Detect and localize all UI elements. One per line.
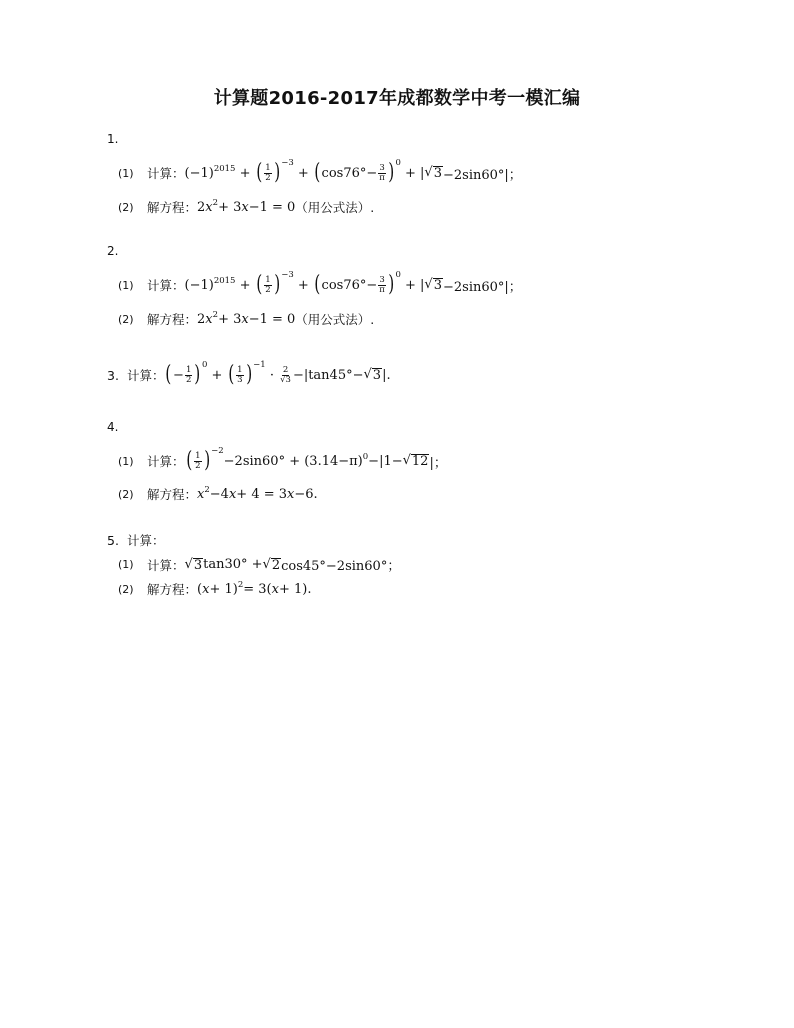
part-index: (2) — [118, 582, 134, 596]
part-label: 计算： — [147, 557, 185, 573]
part-index: (1) — [118, 454, 134, 468]
part-index: (1) — [118, 278, 134, 292]
math-expression: ( $\frac{1}{2}$ ) $^{-2}$ −2sin60° + (3.14−π) $^0$ −|1− √ 12 |； — [185, 446, 447, 473]
question-4-number: 4. — [107, 420, 119, 434]
square-root: √ 3 — [363, 367, 382, 383]
question-1-part-1 — [118, 158, 522, 185]
math-expression: 2 x $^2$ + 3 x −1 = 0 （用公式法）. — [197, 198, 375, 215]
part-label: 计算： — [147, 454, 185, 469]
question-3 — [107, 360, 391, 387]
part-index: (1) — [118, 558, 134, 571]
question-2-number: 2. — [107, 244, 119, 258]
question-4-part-2 — [118, 485, 318, 503]
part-label: 解方程： — [147, 582, 198, 597]
question-3-label: 计算： — [126, 368, 165, 383]
question-5-label: 计算： — [126, 533, 165, 548]
math-expression: 2 x $^2$ + 3 x −1 = 0 （用公式法）. — [197, 310, 375, 327]
part-label: 解方程： — [147, 200, 198, 215]
square-root: √ 12 — [402, 453, 429, 469]
math-expression: (−1) $^{2015}$ + ( $\frac{1}{2}$ ) $^{-3}$ + ( cos76°− $\frac{3}{\pi}$ ) $^0$ + | √ 3 −2sin60°|； — [184, 270, 522, 297]
part-label: 解方程： — [147, 312, 198, 327]
part-label: 解方程： — [147, 487, 198, 502]
question-5-part-2 — [118, 580, 311, 598]
question-2-part-2 — [118, 310, 374, 328]
question-5-part-1 — [118, 555, 400, 574]
page-title: 计算题2016-2017年成都数学中考一模汇编 — [213, 88, 581, 109]
question-1-part-2 — [118, 198, 374, 216]
math-expression: x $^2$ −4 x + 4 = 3 x −6. — [197, 485, 318, 502]
part-label: 计算： — [147, 166, 185, 181]
part-index: (2) — [118, 200, 134, 214]
square-root: √ 2 — [262, 556, 281, 573]
part-index: (2) — [118, 312, 134, 326]
tail-text: （用公式法）. — [295, 200, 375, 215]
math-expression: ( x + 1) $^2$ = 3( x + 1). — [197, 580, 312, 597]
question-2-part-1 — [118, 270, 522, 297]
question-1-number: 1. — [107, 132, 119, 146]
square-root: √ 3 — [424, 165, 442, 181]
question-3-number: 3. — [107, 367, 119, 383]
square-root: √ 3 — [424, 277, 442, 293]
question-4-part-1 — [118, 446, 447, 473]
part-index: (1) — [118, 166, 134, 180]
square-root: √ 3 — [184, 556, 203, 573]
math-expression: ( − $\frac{1}{2}$ ) $^0$ + ( $\frac{1}{3}$ ) $^{-1}$ · $\frac{2}{√3}$ −|tan45°− √ 3 |. — [165, 360, 391, 387]
question-5 — [107, 531, 164, 549]
part-label: 计算： — [147, 278, 185, 293]
tail-text: −2sin60°|； — [443, 167, 522, 183]
math-expression: √ 3 tan30° + √ 2 cos45°−2sin60°； — [184, 556, 401, 574]
question-5-number: 5. — [107, 532, 119, 548]
cos-term: cos76°− — [321, 165, 378, 181]
math-expression: (−1) $^{2015}$ + ( $\frac{1}{2}$ ) $^{-3}$ + ( cos76°− $\frac{3}{\pi}$ ) $^0$ + | √ 3 −2sin60°|； — [184, 158, 522, 185]
part-index: (2) — [118, 487, 134, 501]
